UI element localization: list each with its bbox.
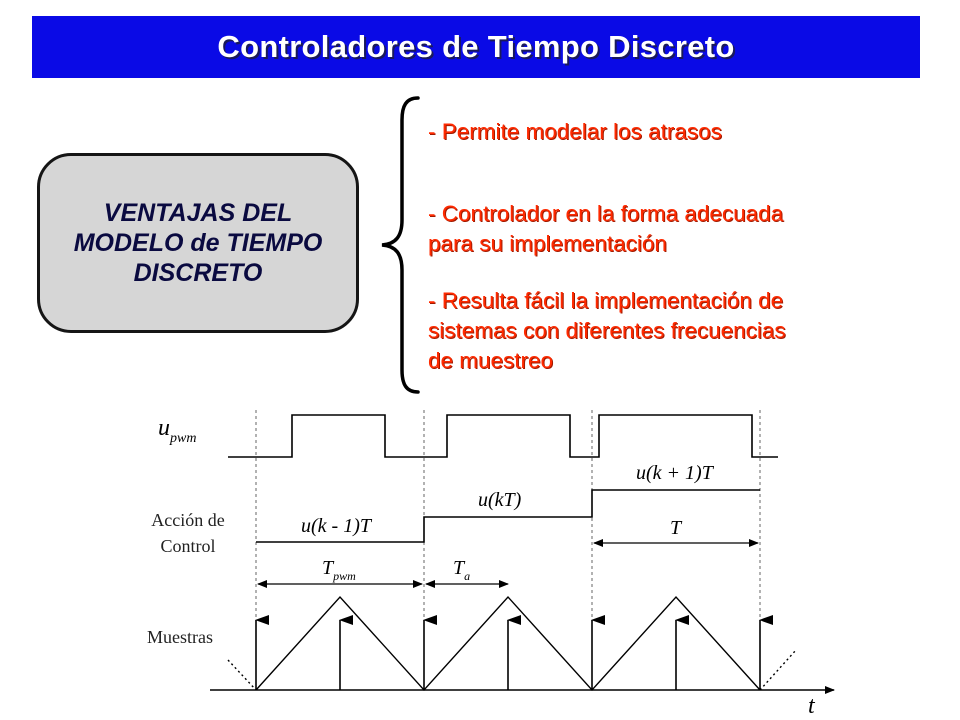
carrier-dotted-left — [228, 660, 256, 690]
bullet-multirate: - Resulta fácil la implementación de sistemas con diferentes frecuencias de muestreo — [428, 288, 786, 373]
slide-title: Controladores de Tiempo Discreto — [217, 29, 735, 64]
accion-label-line1: Acción de — [151, 510, 225, 530]
carrier-dotted-right — [760, 650, 796, 690]
u-kT-label: u(kT) — [478, 489, 522, 511]
tpwm-label: $T_{pwm}$ — [322, 557, 356, 583]
ta-label: $T_a$ — [453, 557, 471, 583]
bullet-controller-form: - Controlador en la forma adecuada para su implementación — [428, 201, 784, 256]
accion-label-line2: Control — [160, 536, 216, 556]
muestras-label: Muestras — [147, 627, 213, 647]
advantages-box-label: VENTAJAS DEL MODELO de TIEMPO DISCRETO — [73, 199, 323, 287]
title-bar — [32, 16, 920, 78]
u-k-minus-1-label: u(k - 1)T — [301, 515, 371, 537]
advantages-box — [37, 153, 359, 333]
u-k-plus-1-label: u(k + 1)T — [636, 462, 713, 484]
period-T-label: T — [670, 517, 682, 539]
curly-brace-icon — [376, 94, 426, 396]
upwm-label: $u_{pwm}$ — [158, 415, 197, 446]
sample-arrows — [256, 620, 760, 690]
bullet-delays: - Permite modelar los atrasos — [428, 119, 722, 144]
pwm-signal-line — [228, 415, 778, 457]
pwm-timing-diagram — [0, 395, 960, 720]
time-axis-label: t — [808, 693, 815, 719]
